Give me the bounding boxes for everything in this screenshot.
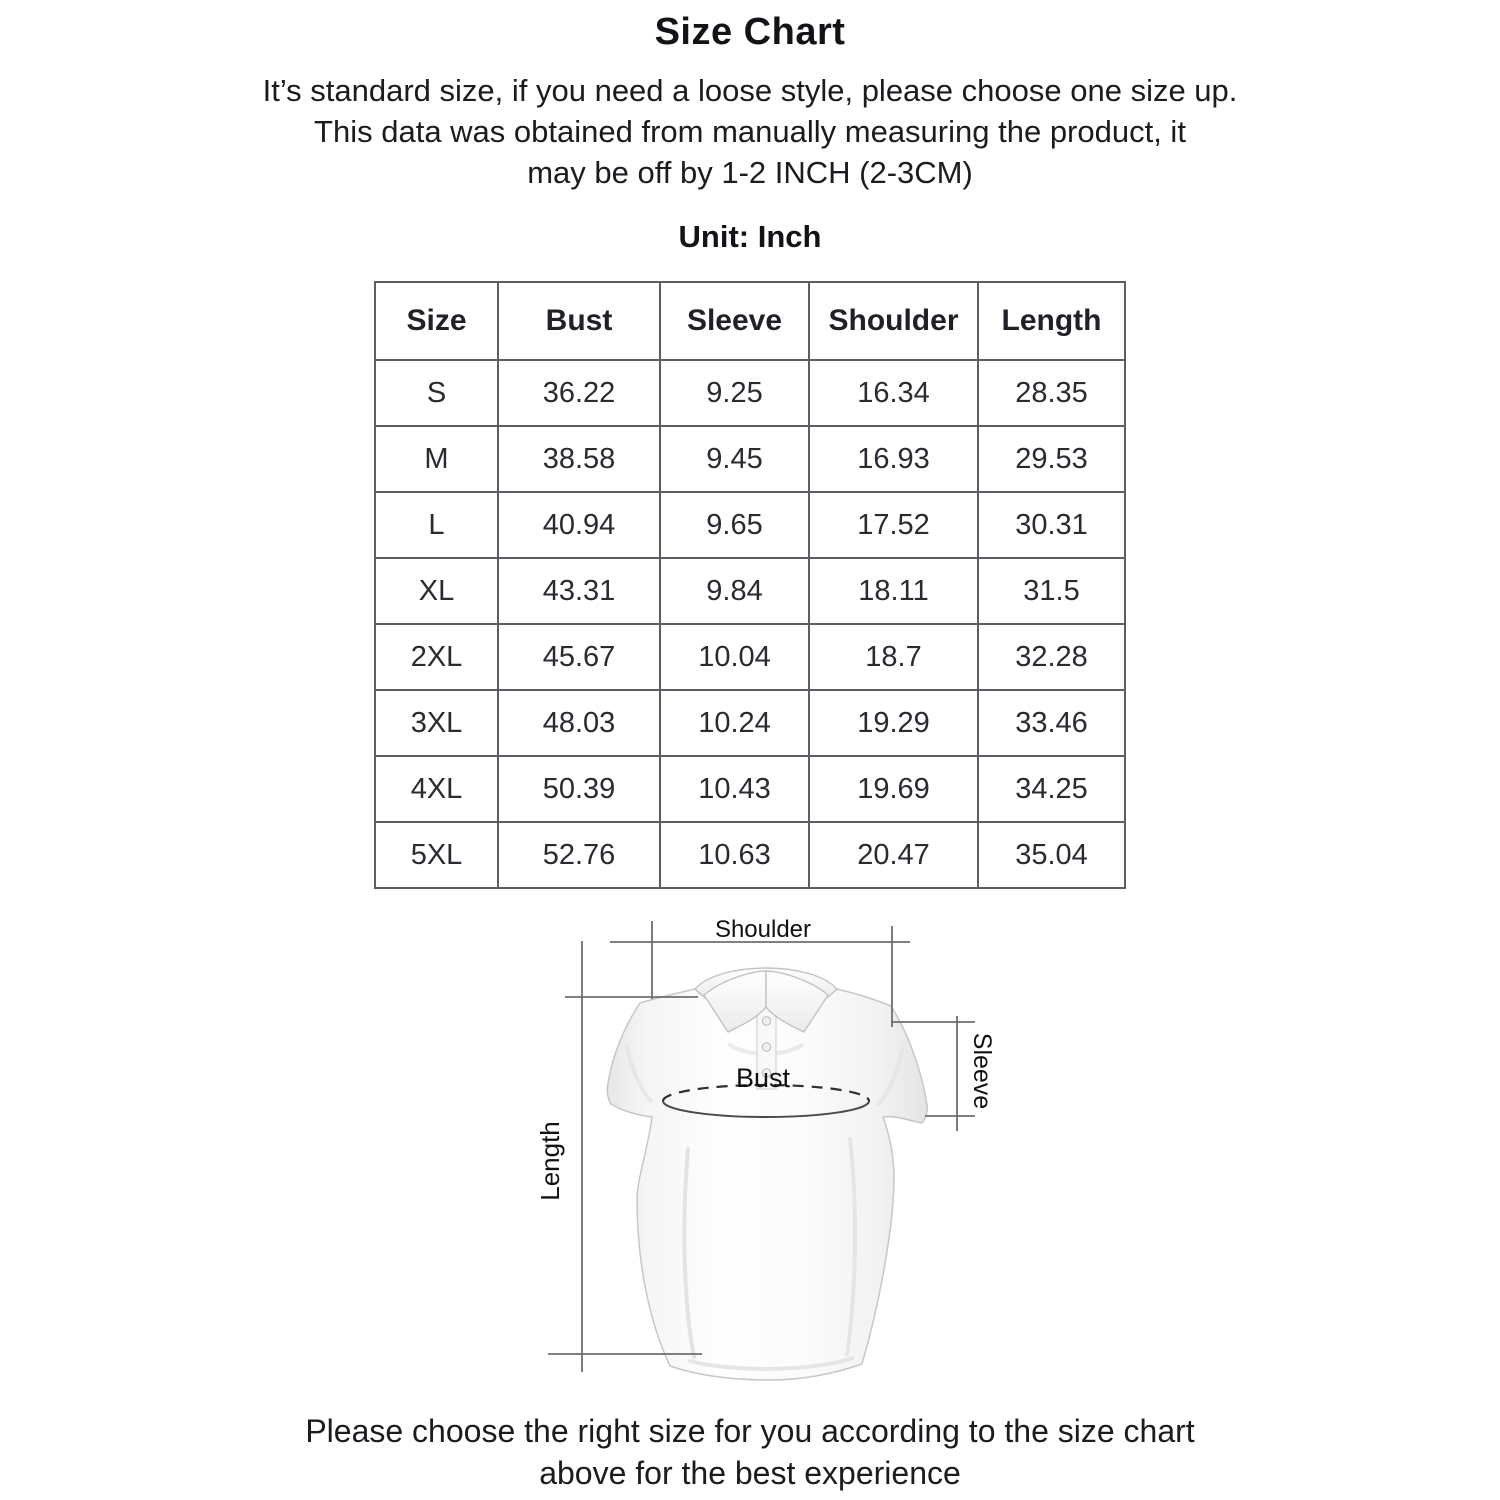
column-header-bust: Bust — [498, 282, 660, 360]
size-cell: 4XL — [375, 756, 498, 822]
table-row — [375, 756, 1125, 822]
length-cell: 30.31 — [978, 492, 1125, 558]
column-header-shoulder: Shoulder — [809, 282, 978, 360]
footer-line-1: Please choose the right size for you according to the size chart — [305, 1413, 1195, 1449]
size-table — [374, 281, 1126, 889]
bust-cell: 40.94 — [498, 492, 660, 558]
length-cell: 32.28 — [978, 624, 1125, 690]
sleeve-cell: 10.24 — [660, 690, 809, 756]
size-table-header-row — [375, 282, 1125, 360]
shoulder-label: Shoulder — [714, 916, 812, 943]
unit-label: Unit: Inch — [678, 219, 822, 254]
bust-cell: 45.67 — [498, 624, 660, 690]
table-row — [375, 558, 1125, 624]
size-cell: XL — [375, 558, 498, 624]
size-note-line-3: may be off by 1-2 INCH (2-3CM) — [527, 155, 973, 190]
shoulder-cell: 16.34 — [809, 360, 978, 426]
bust-label: Bust — [735, 1063, 791, 1093]
column-header-length: Length — [978, 282, 1125, 360]
bust-cell: 43.31 — [498, 558, 660, 624]
size-cell: 5XL — [375, 822, 498, 888]
size-note-line-2: This data was obtained from manually measuring the product, it — [314, 114, 1186, 149]
measurement-diagram — [0, 899, 1500, 1394]
sleeve-cell: 10.04 — [660, 624, 809, 690]
sleeve-cell: 10.63 — [660, 822, 809, 888]
length-cell: 31.5 — [978, 558, 1125, 624]
bust-cell: 38.58 — [498, 426, 660, 492]
length-label: Length — [535, 1121, 565, 1201]
column-header-sleeve: Sleeve — [660, 282, 809, 360]
size-cell: 2XL — [375, 624, 498, 690]
size-cell: S — [375, 360, 498, 426]
shoulder-cell: 18.7 — [809, 624, 978, 690]
bust-cell: 48.03 — [498, 690, 660, 756]
table-row — [375, 822, 1125, 888]
size-note — [0, 70, 1500, 193]
footer-note — [0, 1410, 1500, 1494]
page-title: Size Chart — [654, 11, 846, 53]
shoulder-cell: 18.11 — [809, 558, 978, 624]
length-cell: 35.04 — [978, 822, 1125, 888]
bust-cell: 52.76 — [498, 822, 660, 888]
shoulder-cell: 19.69 — [809, 756, 978, 822]
shoulder-cell: 20.47 — [809, 822, 978, 888]
sleeve-label: Sleeve — [968, 1032, 996, 1110]
column-header-size: Size — [375, 282, 498, 360]
length-cell: 33.46 — [978, 690, 1125, 756]
footer-line-2: above for the best experience — [539, 1455, 961, 1491]
bust-cell: 50.39 — [498, 756, 660, 822]
shoulder-cell: 19.29 — [809, 690, 978, 756]
shoulder-cell: 17.52 — [809, 492, 978, 558]
sleeve-cell: 10.43 — [660, 756, 809, 822]
shoulder-cell: 16.93 — [809, 426, 978, 492]
sleeve-cell: 9.45 — [660, 426, 809, 492]
length-cell: 29.53 — [978, 426, 1125, 492]
table-row — [375, 690, 1125, 756]
size-cell: L — [375, 492, 498, 558]
table-row — [375, 492, 1125, 558]
size-cell: M — [375, 426, 498, 492]
length-cell: 34.25 — [978, 756, 1125, 822]
sleeve-cell: 9.25 — [660, 360, 809, 426]
table-row — [375, 360, 1125, 426]
length-cell: 28.35 — [978, 360, 1125, 426]
bust-cell: 36.22 — [498, 360, 660, 426]
table-row — [375, 624, 1125, 690]
size-note-line-1: It’s standard size, if you need a loose style, please choose one size up. — [262, 73, 1238, 108]
sleeve-cell: 9.84 — [660, 558, 809, 624]
sleeve-cell: 9.65 — [660, 492, 809, 558]
size-cell: 3XL — [375, 690, 498, 756]
table-row — [375, 426, 1125, 492]
polo-shirt-illustration — [530, 899, 1000, 1394]
